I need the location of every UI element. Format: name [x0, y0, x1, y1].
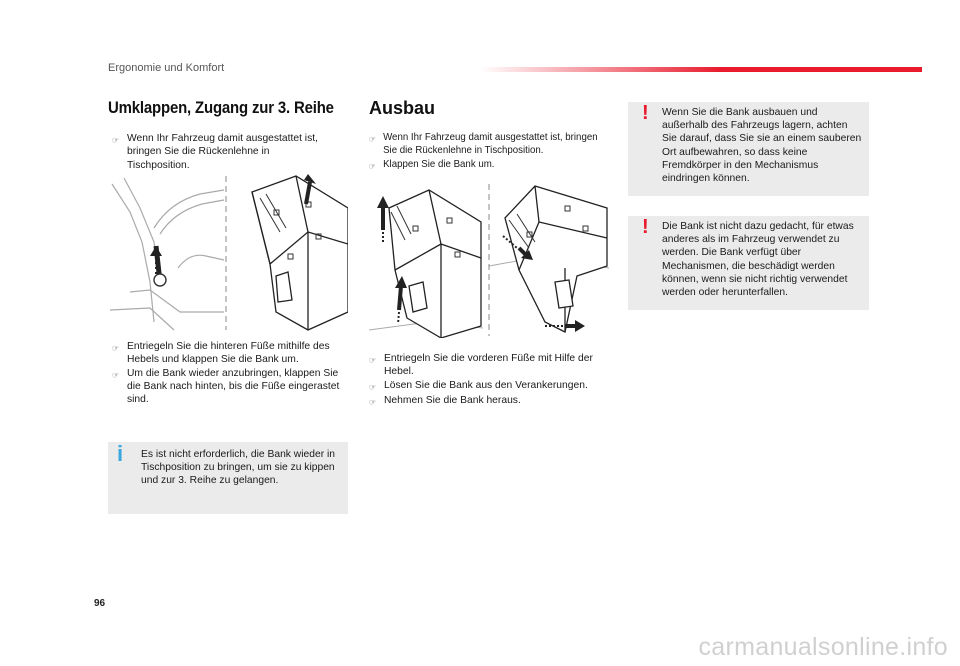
list-item: [369, 131, 602, 158]
warning-text: Die Bank ist nicht dazu gedacht, für etwas anderes als im Fahrzeug verwendet zu werden. Die Bank verfügt über Mechanismen, die beschädigt werden können, wenn sie nicht richtig verwendet werden oder herunterfallen.: [662, 221, 854, 299]
step-text: Wenn Ihr Fahrzeug damit ausgestattet ist, bringen Sie die Rückenlehne in Tischposition.: [127, 133, 318, 171]
heading-removal: Ausbau: [369, 98, 436, 118]
info-box: [108, 442, 348, 514]
step-text: Um die Bank wieder anzubringen, klappen Sie die Bank nach hinten, bis die Füße eingerastet sind.: [127, 367, 340, 406]
step-text: Entriegeln Sie die vorderen Füße mit Hilfe der Hebel.: [384, 353, 593, 378]
seat-fold-illustration: [110, 172, 348, 332]
middle-steps-bottom: [369, 352, 609, 409]
heading-fold-third-row: Umklappen, Zugang zur 3. Reihe: [108, 98, 334, 117]
list-item: [112, 340, 344, 367]
hand-pointer-icon: ☞: [112, 344, 120, 353]
list-item: [369, 352, 609, 379]
hand-pointer-icon: ☞: [112, 370, 120, 380]
left-steps-bottom: [112, 340, 344, 406]
hand-pointer-icon: ☞: [112, 136, 120, 145]
section-header: Ergonomie und Komfort: [108, 62, 225, 74]
left-steps-top: [112, 132, 327, 172]
warning-icon: !: [642, 216, 649, 238]
step-text: Wenn Ihr Fahrzeug damit ausgestattet ist, bringen Sie die Rückenlehne in Tischposition.: [383, 132, 598, 157]
info-icon: i: [117, 441, 124, 466]
warning-box-storage: [628, 102, 869, 196]
step-text: Klappen Sie die Bank um.: [383, 158, 495, 170]
page-number: 96: [94, 598, 106, 609]
step-text: Lösen Sie die Bank aus den Verankerungen.: [384, 379, 588, 391]
header-accent-bar: [480, 67, 922, 72]
seat-removal-illustration: [369, 182, 609, 338]
warning-box-usage: [628, 216, 869, 310]
hand-pointer-icon: ☞: [369, 135, 376, 144]
list-item: [112, 132, 327, 172]
hand-pointer-icon: ☞: [369, 161, 376, 171]
watermark: carmanualsonline.info: [698, 633, 948, 661]
list-item: [369, 394, 609, 409]
info-text: Es ist nicht erforderlich, die Bank wieder in Tischposition zu bringen, um sie zu kippen und zur 3. Reihe zu gelangen.: [141, 449, 336, 487]
list-item: [369, 379, 609, 394]
middle-steps-top: [369, 131, 602, 173]
step-text: Nehmen Sie die Bank heraus.: [384, 394, 521, 406]
hand-pointer-icon: ☞: [369, 397, 377, 407]
warning-text: Wenn Sie die Bank ausbauen und außerhalb des Fahrzeugs lagern, achten Sie darauf, dass Sie sie an einem sauberen Ort aufbewahren, so dass keine Fremdkörper in den Mechanismus eindringen können.: [662, 107, 862, 185]
list-item: [112, 367, 344, 407]
hand-pointer-icon: ☞: [369, 382, 377, 392]
hand-pointer-icon: ☞: [369, 356, 377, 365]
warning-icon: !: [642, 102, 649, 124]
list-item: [369, 158, 602, 173]
step-text: Entriegeln Sie die hinteren Füße mithilfe des Hebels und klappen Sie die Bank um.: [127, 341, 330, 366]
